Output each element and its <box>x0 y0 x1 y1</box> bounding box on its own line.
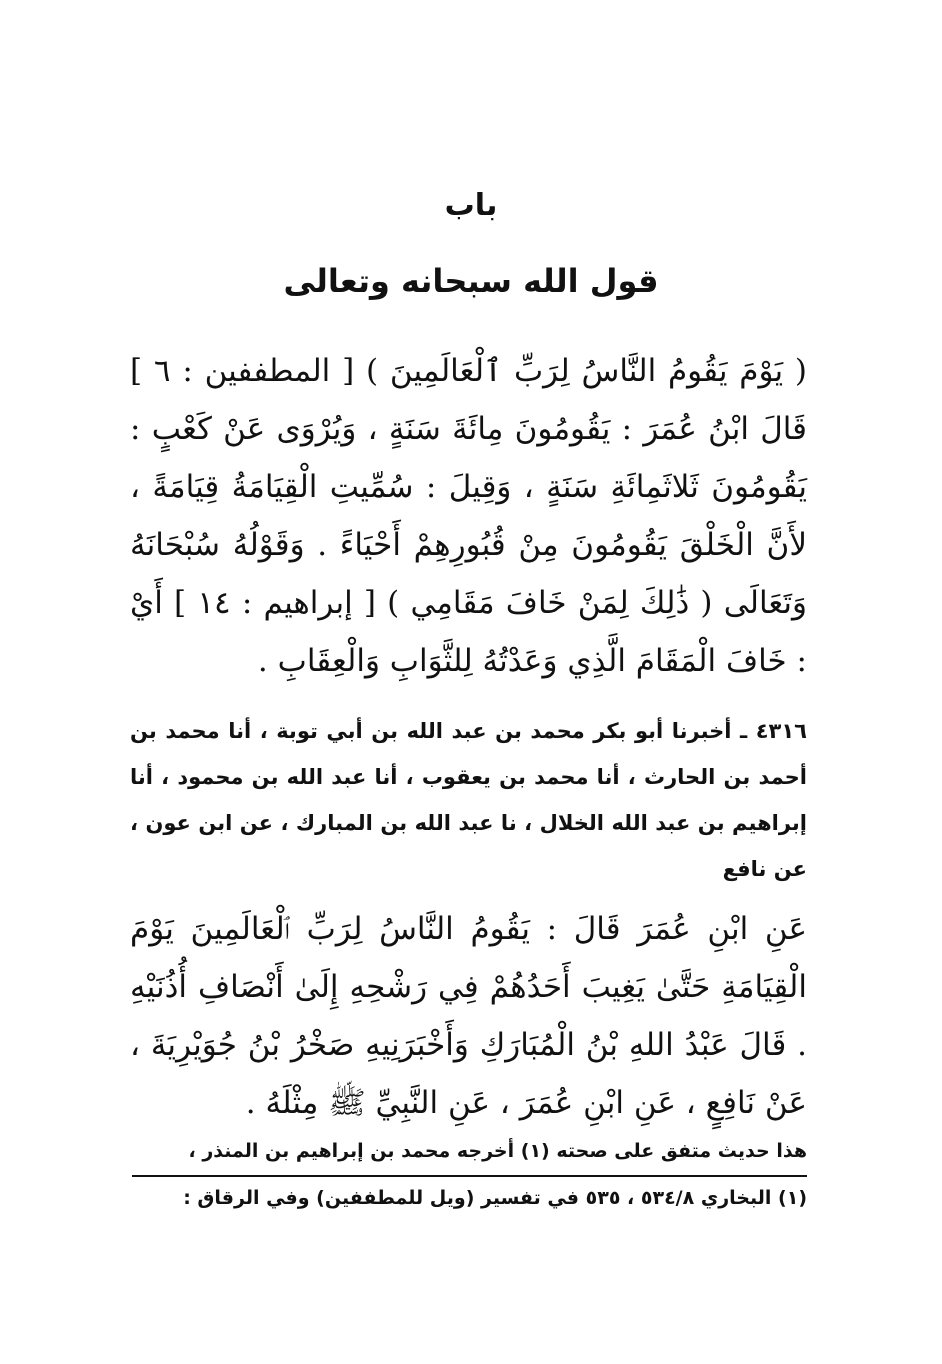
footnote: (١) البخاري ٥٣٤/٨ ، ٥٣٥ في تفسير (ويل للمطففين) وفي الرقاق : <box>183 1187 807 1209</box>
chapter-title: قول الله سبحانه وتعالى <box>283 262 659 300</box>
authentication-note: هذا حديث متفق على صحته (١) أخرجه محمد بن إبراهيم بن المنذر ، <box>188 1140 807 1162</box>
hadith-paragraph: عَنِ ابْنِ عُمَرَ قَالَ : يَقُومُ النَّاسُ لِرَبِّ ٱلْعَالَمِينَ يَوْمَ الْقِيَامَةِ حَتَّىٰ يَغِيبَ أَحَدُهُمْ فِي رَشْحِهِ إِلَىٰ أَنْصَافِ أُذُنَيْهِ . قَالَ عَبْدُ اللهِ بْنُ الْمُبَارَكِ وَأَخْبَرَنِيهِ صَخْرُ بْنُ جُوَيْرِيَةَ ، عَنْ نَافِعٍ ، عَنِ ابْنِ عُمَرَ ، عَنِ النَّبِيِّ ﷺ مِثْلَهُ . <box>130 911 807 1121</box>
footnote-divider <box>132 1175 807 1177</box>
isnad-paragraph: ٤٣١٦ ـ أخبرنا أبو بكر محمد بن عبد الله بن أبي توبة ، أنا محمد بن أحمد بن الحارث ، أنا محمد بن يعقوب ، أنا عبد الله بن محمود ، أنا إبراهيم بن عبد الله الخلال ، نا عبد الله بن المبارك ، عن ابن عون ، عن نافع <box>130 719 807 881</box>
chapter-label: باب <box>444 188 498 223</box>
main-text-paragraph: ( يَوْمَ يَقُومُ النَّاسُ لِرَبِّ ٱلْعَالَمِينَ ) [ المطففين : ٦ ] قَالَ ابْنُ عُمَرَ : يَقُومُونَ مِائَةَ سَنَةٍ ، وَيُرْوَى عَنْ كَعْبٍ : يَقُومُونَ ثَلاثَمِائَةِ سَنَةٍ ، وَقِيلَ : سُمِّيتِ الْقِيَامَةُ قِيَامَةً ، لأَنَّ الْخَلْقَ يَقُومُونَ مِنْ قُبُورِهِمْ أَحْيَاءً . وَقَوْلُهُ سُبْحَانَهُ وَتَعَالَى ( ذَٰلِكَ لِمَنْ خَافَ مَقَامِي ) [ إبراهيم : ١٤ ] أَيْ : خَافَ الْمَقَامَ الَّذِي وَعَدْتُهُ لِلثَّوَابِ وَالْعِقَابِ . <box>130 353 808 679</box>
